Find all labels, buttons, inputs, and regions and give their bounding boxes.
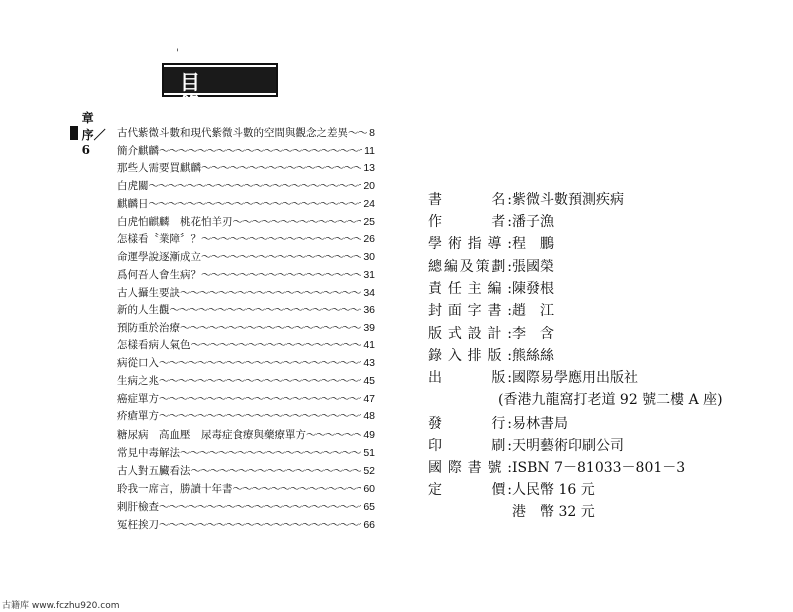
toc-entry-title: 白虎怕麒麟 桃花怕羊刃 [117,216,233,228]
colophon-row [428,324,554,344]
toc-entry-title: 常見中毒解法 [117,447,180,459]
toc-leader [191,337,362,353]
toc-leader [180,285,361,301]
toc-entry [117,249,375,265]
toc-leader [159,517,361,533]
toc-entry-page: 65 [363,501,375,513]
colophon-row [428,458,685,478]
colophon-value: ISBN 7－81033－801－3 [512,460,686,476]
colophon-label: 國際書號: [428,460,512,476]
toc-leader [159,408,361,424]
colophon-value: 紫微斗數預測疾病 [512,192,624,208]
colophon-label: 印 刷: [428,438,512,454]
toc-entry-page: 20 [363,180,375,192]
toc-chapter-title: 章 序／6 [81,111,106,157]
toc-entry-page: 31 [363,269,375,281]
footer-watermark: 古籍库 www.fczhu920.com [2,601,120,611]
colophon-label: 錄入排版: [428,348,512,364]
toc-entry-title: 白虎關 [117,180,149,192]
colophon-row [428,212,554,232]
toc-entry-title: 新的人生觀 [117,304,170,316]
colophon-value: 李 含 [512,326,554,342]
toc-entry-title: 冤枉挨刀 [117,519,159,531]
toc-entry [117,499,375,515]
toc-entry [117,214,375,230]
toc-entry-page: 66 [363,519,375,531]
toc-entry-title: 怎樣看病人氣色 [117,339,191,351]
toc-entry [117,391,375,407]
colophon-row [428,368,638,388]
toc-entry [117,463,375,479]
toc-entry [117,143,375,159]
colophon-label: 責任主編: [428,281,512,297]
toc-leader [201,160,361,176]
toc-entry [117,427,375,443]
toc-heading-box [162,63,278,116]
colophon-label: 總編及策劃: [428,259,512,275]
toc-entry-page: 60 [363,483,375,495]
toc-entry-page: 30 [363,251,375,263]
toc-leader [233,214,362,230]
toc-entry [117,302,375,318]
colophon-label: 學術指導: [428,236,512,252]
toc-leader [306,427,361,443]
chapter-marker-icon [70,126,78,140]
toc-leader [348,125,367,141]
price-hk: 港 幣 32 元 [512,504,595,520]
toc-heading: 目 錄 [164,67,276,93]
toc-entry [117,373,375,389]
toc-entry [117,267,375,283]
toc-leader [233,481,362,497]
toc-entry [117,337,375,353]
toc-entry-title: 剌肝檢查 [117,501,159,513]
colophon-value: 熊絲絲 [512,348,554,364]
scan-mark: ' [176,48,179,59]
toc-entry [117,178,375,194]
toc-leader [159,355,361,371]
toc-entry-page: 24 [363,198,375,210]
colophon-row [428,257,554,277]
toc-entry-page: 45 [363,375,375,387]
colophon-label: 定 價: [428,482,512,498]
colophon-value: 人民幣 16 元 [512,482,595,498]
toc-entry-title: 糖尿病 高血壓 尿毒症食療與藥療單方 [117,429,306,441]
colophon-label: 版式設計: [428,326,512,342]
toc-entry [117,125,375,141]
toc-entry-page: 41 [363,339,375,351]
toc-entry-page: 48 [363,410,375,422]
colophon-row [428,414,568,434]
toc-entry-title: 古人攝生要訣 [117,287,180,299]
toc-entry-title: 怎樣看〝業障〞？ [117,233,201,245]
toc-entry [117,481,375,497]
toc-entry-title: 古代紫微斗數和現代紫微斗數的空間與觀念之差異 [117,127,348,139]
toc-entry-title: 預防重於治療 [117,322,180,334]
toc-entry [117,285,375,301]
toc-leader [180,320,361,336]
toc-entry [117,231,375,247]
toc-leader [159,391,361,407]
colophon-label: 發 行: [428,416,512,432]
colophon-label: 書 名: [428,192,512,208]
toc-leader [201,267,361,283]
toc-entry [117,196,375,212]
colophon-value: 國際易學應用出版社 [512,370,638,386]
toc-leader [201,231,361,247]
toc-leader [149,196,362,212]
toc-chapter [70,109,112,157]
colophon-value: 陳發根 [512,281,554,297]
toc-entry-page: 49 [363,429,375,441]
toc-leader [149,178,362,194]
toc-entry-title: 命運學說逐漸成立 [117,251,201,263]
colophon-value: 潘子漁 [512,214,554,230]
toc-leader [191,463,362,479]
colophon-row [428,279,554,299]
toc-leader [159,499,361,515]
colophon-label: 封面字書: [428,303,512,319]
toc-entry-title: 那些人需要買麒麟 [117,162,201,174]
toc-entry-title: 古人對五臟看法 [117,465,191,477]
colophon-row [428,436,624,456]
toc-entry-title: 生病之兆 [117,375,159,387]
toc-entry [117,517,375,533]
toc-entry-page: 34 [363,287,375,299]
colophon-value: 程 鵬 [512,236,554,252]
toc-entry-page: 36 [363,304,375,316]
toc-entry-page: 39 [363,322,375,334]
toc-entry-title: 聆我一席言，勝讀十年書 [117,483,233,495]
colophon-value: 趙 江 [512,303,554,319]
toc-entry-page: 26 [363,233,375,245]
colophon-row [428,190,624,210]
toc-entry-title: 病從口入 [117,357,159,369]
toc-entry-title: 癌症單方 [117,393,159,405]
toc-entry-title: 爲何吾人會生病？ [117,269,201,281]
toc-leader [180,445,361,461]
colophon-value: 張國榮 [512,259,554,275]
toc-entry-title: 簡介麒麟 [117,145,159,157]
colophon-row [428,480,595,500]
toc-entry-page: 51 [363,447,375,459]
colophon-row [428,346,554,366]
toc-entry-page: 52 [363,465,375,477]
toc-leader [159,373,361,389]
toc-entry [117,160,375,176]
toc-leader [170,302,362,318]
toc-entry [117,320,375,336]
toc-leader [201,249,361,265]
toc-entry-page: 13 [363,162,375,174]
toc-entry-page: 11 [364,145,375,157]
toc-entry-page: 8 [369,127,375,139]
toc-entry-page: 25 [363,216,375,228]
toc-entry-page: 47 [363,393,375,405]
toc-entry-title: 麒麟日 [117,198,149,210]
publisher-address: (香港九龍窩打老道 92 號二樓 A 座) [498,392,723,408]
toc-entry [117,408,375,424]
toc-entry [117,445,375,461]
colophon-label: 作 者: [428,214,512,230]
colophon-row [428,301,554,321]
colophon-value: 易林書局 [512,416,568,432]
colophon-row [428,234,554,254]
toc-entry-title: 疥瘡單方 [117,410,159,422]
toc-entry [117,355,375,371]
colophon-label: 出 版: [428,370,512,386]
colophon-value: 天明藝術印刷公司 [512,438,624,454]
toc-entry-page: 43 [363,357,375,369]
toc-leader [159,143,362,159]
